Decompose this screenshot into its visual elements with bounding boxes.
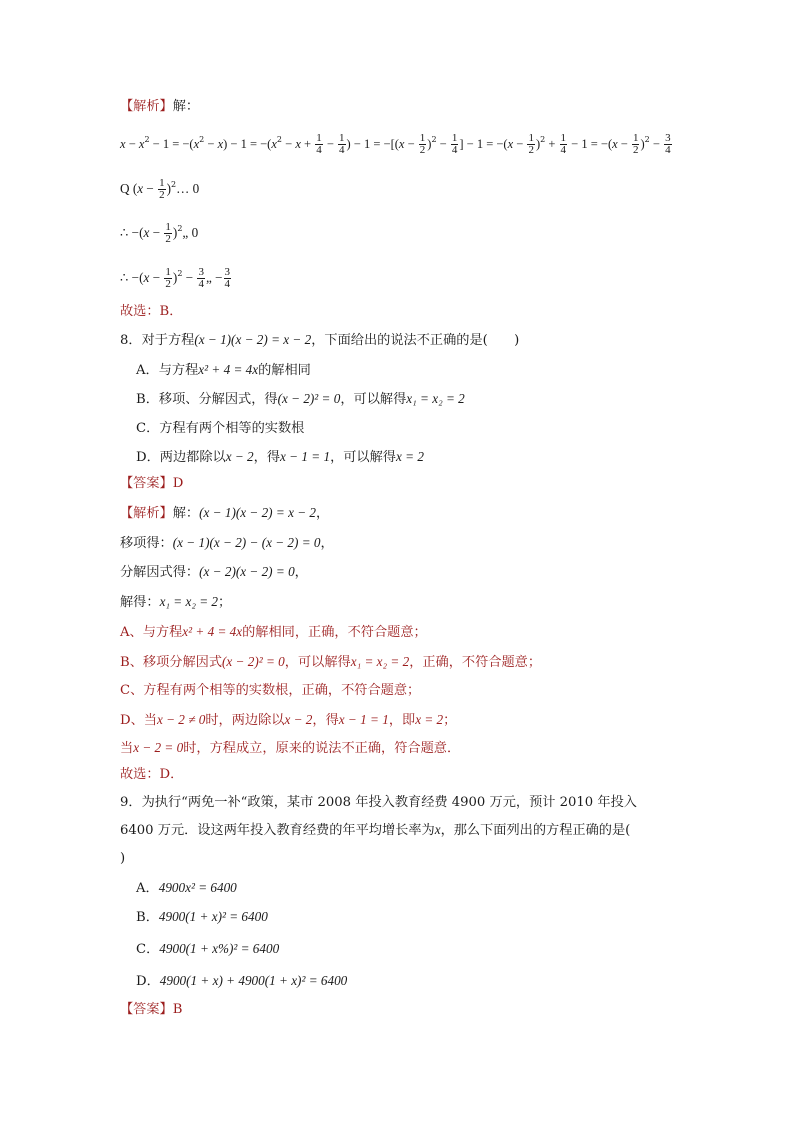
q8-answer: D bbox=[172, 476, 184, 491]
q7-jie: 解： bbox=[172, 99, 200, 114]
q8-step3-eq: (x − 2)(x − 2) = 0 bbox=[199, 564, 295, 579]
q8-step2: 移项得：(x − 1)(x − 2) − (x − 2) = 0， bbox=[120, 535, 334, 551]
q8-analysis-b-eq: (x − 2)² = 0 bbox=[222, 654, 285, 669]
q8-option-a-eq: x² + 4 = 4x bbox=[198, 362, 259, 377]
q9-stem-line1 bbox=[120, 793, 637, 813]
q8-analysis-a-eq: x² + 4 = 4x bbox=[182, 624, 243, 639]
q8-analysis-d-text2: ，得 bbox=[312, 713, 339, 728]
q8-stem bbox=[120, 330, 519, 351]
q8-step4-label: 解得： bbox=[120, 595, 160, 610]
q8-analysis-e-label: 当 bbox=[120, 741, 134, 756]
q8-analysis-d-eq4: x = 2 bbox=[415, 712, 444, 727]
q8-option-d-eq: x − 2 bbox=[225, 449, 254, 464]
q8-analysis-d-eq: x − 2 ≠ 0 bbox=[156, 712, 206, 727]
q8-analysis-b-text: ，可以解得 bbox=[284, 655, 351, 670]
q8-analysis-d-label: D、当 bbox=[120, 713, 157, 728]
q8-stem-eq: (x − 1)(x − 2) = x − 2 bbox=[194, 332, 312, 347]
q8-analysis-d-text: 时，两边除以 bbox=[205, 713, 285, 728]
q8-step1-eq: (x − 1)(x − 2) = x − 2 bbox=[199, 505, 317, 520]
q9-option-b bbox=[136, 907, 268, 928]
q8-step2-eq: (x − 1)(x − 2) − (x − 2) = 0 bbox=[172, 535, 321, 550]
q7-because: Q (x − $\frac{1}{2}$ )$^2$… 0 bbox=[120, 177, 200, 201]
q8-analysis-d-eq3: x − 1 = 1 bbox=[338, 712, 389, 727]
q7-select: 故选：B． bbox=[120, 304, 183, 319]
q8-analysis-b-text2: ，正确，不符合题意； bbox=[409, 655, 542, 670]
q8-analysis-d-text3: ，即 bbox=[388, 713, 416, 728]
q9-option-b-label: B． bbox=[136, 910, 159, 925]
analysis-tag: 【解析】 bbox=[120, 99, 173, 114]
q9-answer: B bbox=[172, 1002, 183, 1017]
q8-analysis-b-eq2: x₁ = x₂ = 2 bbox=[350, 654, 410, 669]
q9-num: 9． bbox=[120, 795, 142, 810]
q7-therefore1: ∴ −(x − $\frac{1}{2}$ )$^2$„ 0 bbox=[120, 221, 199, 245]
q8-analysis-a-label: A、与方程 bbox=[120, 625, 183, 640]
q8-analysis-line: 【解析】解：(x − 1)(x − 2) = x − 2， bbox=[120, 505, 330, 521]
q9-stem-text2: 6400 万元．设这两年投入教育经费的年平均增长率为 bbox=[120, 823, 435, 838]
q9-stem-var: x bbox=[434, 822, 441, 837]
q8-option-c: C．方程有两个相等的实数根 bbox=[136, 421, 305, 436]
q8-analysis-a-text: 的解相同，正确，不符合题意； bbox=[242, 625, 427, 640]
q9-stem-line3: ) bbox=[120, 851, 126, 866]
q8-analysis-d-end: ； bbox=[443, 713, 457, 728]
q8-step2-label: 移项得： bbox=[120, 536, 173, 551]
q9-option-c bbox=[136, 939, 279, 960]
analysis-tag: 【解析】 bbox=[120, 506, 173, 521]
q8-stem-text-b: ，下面给出的说法不正确的是( ) bbox=[311, 333, 520, 348]
answer-tag: 【答案】 bbox=[120, 1002, 173, 1017]
q9-option-d-label: D． bbox=[136, 974, 160, 989]
q8-jie: 解： bbox=[172, 506, 200, 521]
q9-stem-text3: ，那么下面列出的方程正确的是( bbox=[440, 823, 631, 838]
q8-analysis-b bbox=[120, 652, 541, 673]
q8-step4: 解得：x₁ = x₂ = 2； bbox=[120, 594, 232, 610]
q8-option-b-eq: (x − 2)² = 0 bbox=[277, 391, 341, 406]
q9-option-c-eq: 4900(1 + x%)² = 6400 bbox=[159, 941, 280, 956]
q8-option-a-label: A．与方程 bbox=[136, 363, 199, 378]
q8-option-b-text: ，可以解得 bbox=[340, 392, 407, 407]
q8-analysis-d bbox=[120, 710, 456, 731]
q8-option-d-eq3: x = 2 bbox=[396, 449, 424, 464]
q8-option-b bbox=[136, 389, 465, 410]
q8-analysis-e bbox=[120, 738, 460, 759]
q8-num: 8． bbox=[120, 333, 142, 348]
q8-step3: 分解因式得：(x − 2)(x − 2) = 0， bbox=[120, 564, 308, 580]
q8-analysis-d-eq2: x − 2 bbox=[284, 712, 313, 727]
q8-option-b-eq2: x₁ = x₂ = 2 bbox=[406, 391, 465, 406]
q8-option-d-label: D．两边都除以 bbox=[136, 450, 226, 465]
q8-select: 故选：D． bbox=[120, 767, 184, 782]
q8-step4-eq: x₁ = x₂ = 2 bbox=[159, 594, 219, 609]
q8-option-a bbox=[136, 360, 311, 381]
q8-option-d-text2: ，可以解得 bbox=[330, 450, 396, 465]
q8-option-b-label: B．移项、分解因式，得 bbox=[136, 392, 278, 407]
q8-option-d-eq2: x − 1 = 1 bbox=[280, 449, 331, 464]
q7-derivation: $x - x^2 - 1 = -(x^2 - x) - 1 = -(x^2 - x$ + $\frac{1}{4}$ − $\frac{1}{4}$ ) − 1 = −[(x − $\frac{1}{2}$ )$^2$ − $\frac{1}{4}$ ] − 1 = −(x − $\frac{1}{2}$ )$^2$ + $\frac{1}{4}$ − 1 = −(x − $\frac{1}{2}$ )$^2$ − $\frac{3}{4}$ bbox=[120, 132, 671, 156]
q8-analysis-b-label: B、移项分解因式 bbox=[120, 655, 223, 670]
q8-analysis-a bbox=[120, 622, 427, 643]
q9-answer-line bbox=[120, 1000, 182, 1020]
q9-option-a-eq: 4900x² = 6400 bbox=[158, 880, 237, 895]
q9-option-d-eq: 4900(1 + x) + 4900(1 + x)² = 6400 bbox=[159, 973, 348, 988]
q9-stem-text1: 为执行“两免一补“政策，某市 2008 年投入教育经费 4900 万元，预计 2010 年投入 bbox=[141, 795, 637, 810]
q8-option-a-text: 的解相同 bbox=[258, 363, 311, 378]
q9-option-d bbox=[136, 971, 347, 992]
q9-option-a-label: A． bbox=[136, 881, 159, 896]
q8-analysis-e-eq: x − 2 = 0 bbox=[133, 740, 184, 755]
q8-stem-text: 对于方程 bbox=[141, 333, 195, 348]
q8-step3-label: 分解因式得： bbox=[120, 565, 200, 580]
q7-analysis-line bbox=[120, 97, 199, 117]
answer-tag: 【答案】 bbox=[120, 476, 173, 491]
q9-option-c-label: C． bbox=[136, 942, 160, 957]
q8-answer-line bbox=[120, 474, 183, 494]
q9-option-b-eq: 4900(1 + x)² = 6400 bbox=[158, 909, 268, 924]
q8-analysis-c: C、方程有两个相等的实数根，正确，不符合题意； bbox=[120, 683, 421, 698]
q7-therefore2: ∴ −(x − $\frac{1}{2}$ )$^2$ − $\frac{3}{4}$ „ − $\frac{3}{4}$ bbox=[120, 266, 231, 290]
q8-option-d bbox=[136, 447, 424, 468]
q9-option-a bbox=[136, 878, 237, 899]
q8-option-d-text: ，得 bbox=[253, 450, 281, 465]
q8-analysis-e-text: 时，方程成立，原来的说法不正确，符合题意． bbox=[183, 741, 461, 756]
q9-stem-line2 bbox=[120, 820, 630, 841]
